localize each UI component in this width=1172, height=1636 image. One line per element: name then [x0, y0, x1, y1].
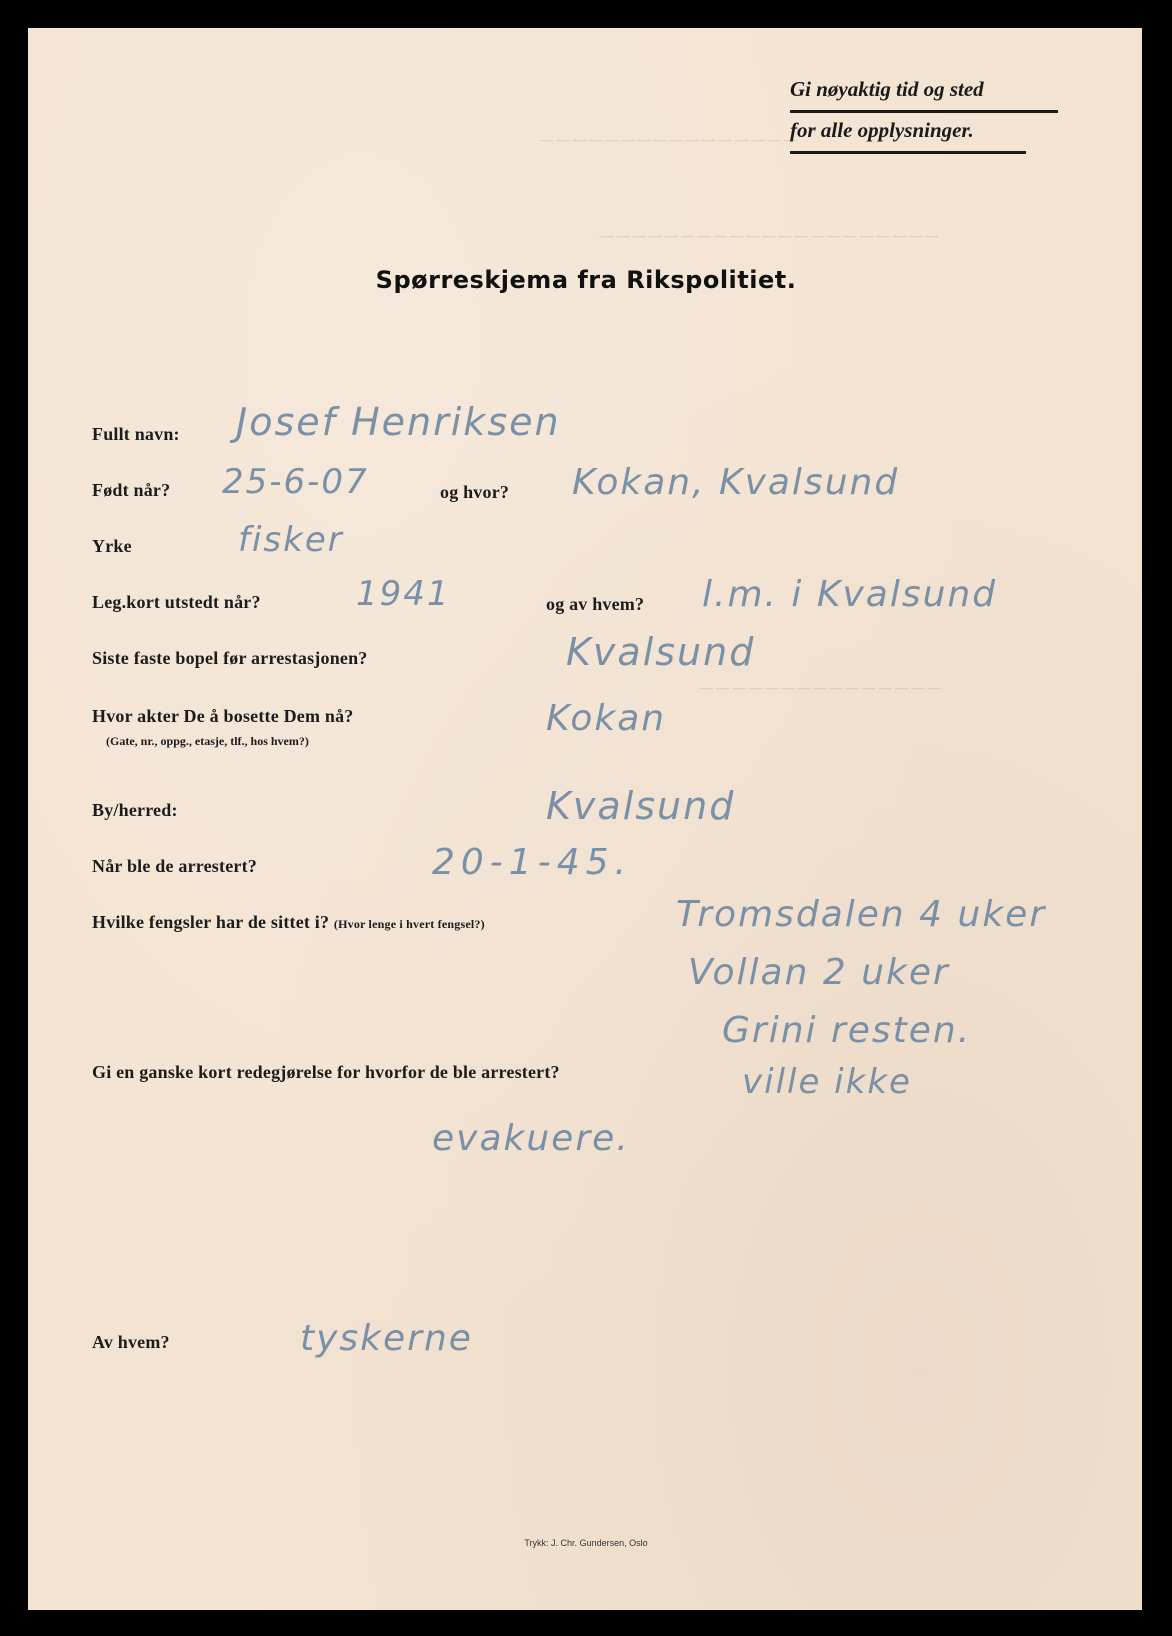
prison-line-3: Grini resten.: [722, 1010, 972, 1051]
reason-line-1: ville ikke: [742, 1062, 912, 1102]
full-name-answer: Josef Henriksen: [236, 400, 561, 444]
instruction-line-1: Gi nøyaktig tid og sted: [790, 72, 1058, 113]
prisons-hint: (Hvor lenge i hvert fengsel?): [333, 917, 485, 931]
occupation-answer: fisker: [238, 520, 344, 560]
town-answer: Kvalsund: [546, 784, 736, 828]
full-name-label: Fullt navn:: [92, 424, 180, 444]
id-issued-by-answer: l.m. i Kvalsund: [702, 574, 998, 615]
id-issued-when-label: Leg.kort utstedt når?: [92, 592, 261, 612]
last-address-answer: Kvalsund: [566, 630, 756, 674]
id-issued-by-label: og av hvem?: [546, 594, 645, 614]
arrested-when-label: Når ble de arrestert?: [92, 856, 257, 876]
settle-where-label: Hvor akter De å bosette Dem nå?: [92, 706, 354, 726]
by-whom-answer: tyskerne: [300, 1318, 473, 1359]
born-when-label: Født når?: [92, 480, 171, 500]
prisons-label: [92, 912, 485, 933]
by-whom-label: Av hvem?: [92, 1332, 170, 1352]
town-label: By/herred:: [92, 800, 178, 820]
prisons-question: Hvilke fengsler har de sittet i?: [92, 912, 330, 932]
last-address-label: Siste faste bopel før arrestasjonen?: [92, 648, 368, 668]
instruction-notice: [790, 72, 1058, 154]
instruction-line-2: for alle opplysninger.: [790, 113, 1026, 154]
born-when-answer: 25-6-07: [222, 462, 369, 502]
prison-line-1: Tromsdalen 4 uker: [676, 894, 1047, 935]
bleed-through-text: — — — — — — — — — — — — — — — —: [540, 132, 797, 147]
printer-imprint: Trykk: J. Chr. Gundersen, Oslo: [524, 1538, 648, 1548]
born-where-answer: Kokan, Kvalsund: [572, 462, 900, 503]
reason-label: Gi en ganske kort redegjørelse for hvorfor de ble arrestert?: [92, 1062, 560, 1082]
prison-line-2: Vollan 2 uker: [688, 952, 950, 993]
arrested-when-answer: 20-1-45.: [432, 842, 632, 883]
settle-where-answer: Kokan: [546, 698, 667, 739]
bleed-through-text: — — — — — — — — — — — — — — —: [700, 680, 941, 695]
reason-line-2: evakuere.: [432, 1118, 630, 1159]
bleed-through-text: — — — — — — — — — — — — — — — — — — — — —: [600, 228, 938, 243]
occupation-label: Yrke: [92, 536, 132, 556]
settle-where-hint: (Gate, nr., oppg., etasje, tlf., hos hvem?): [106, 734, 309, 748]
born-where-label: og hvor?: [440, 482, 510, 502]
id-issued-when-answer: 1941: [356, 574, 451, 614]
form-title: Spørreskjema fra Rikspolitiet.: [375, 266, 797, 294]
